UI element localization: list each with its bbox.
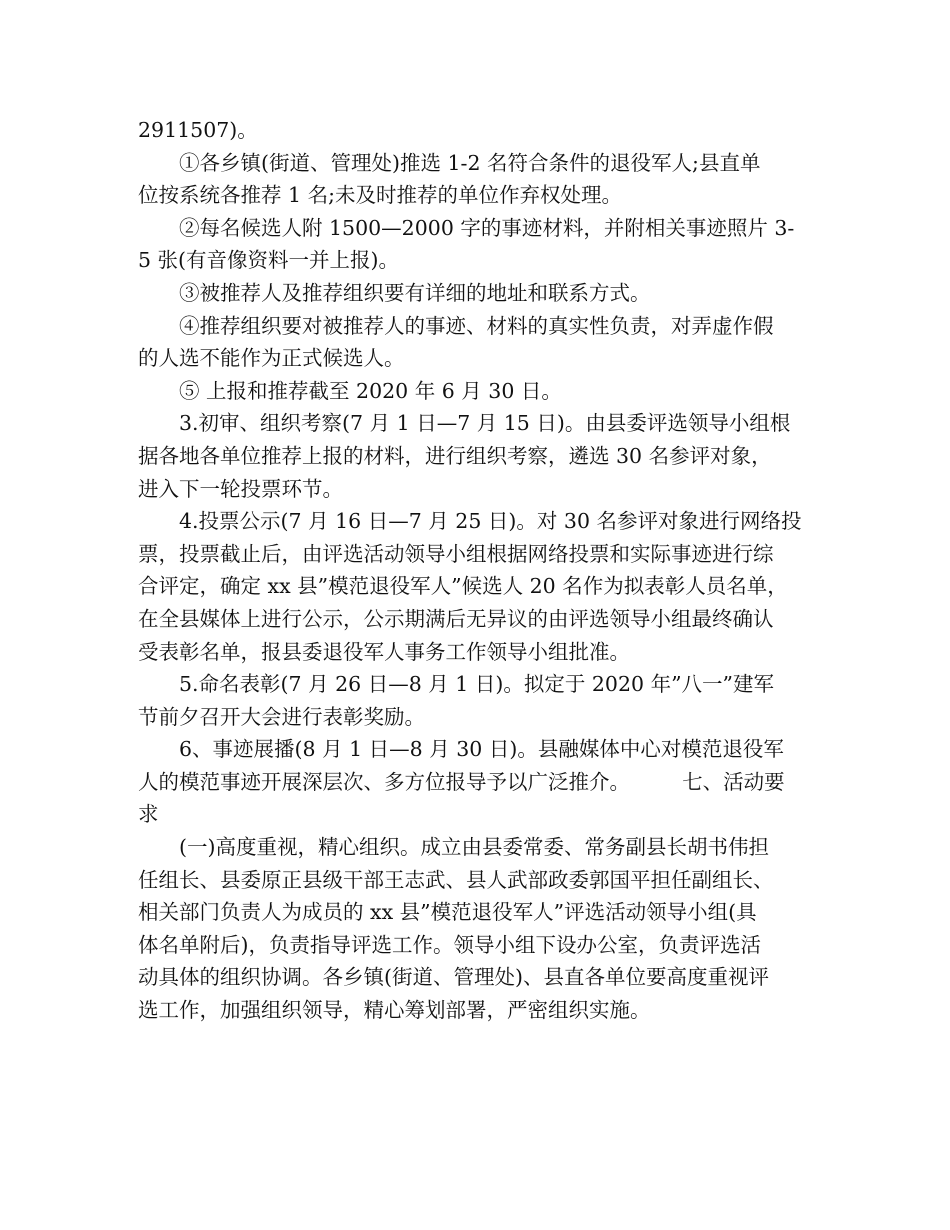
text-line: 求 <box>138 802 159 827</box>
text-line: ⑤ 上报和推荐截至 2020 年 6 月 30 日。 <box>179 378 562 403</box>
text-line: 相关部门负责人为成员的 xx 县”模范退役军人”评选活动领导小组(具 <box>138 900 757 925</box>
text-line: 5.命名表彰(7 月 26 日—8 月 1 日)。拟定于 2020 年”八一”建军 <box>179 672 775 697</box>
text-line: 位按系统各推荐 1 名;未及时推荐的单位作弃权处理。 <box>138 183 622 208</box>
text-line: 6、事迹展播(8 月 1 日—8 月 30 日)。县融媒体中心对模范退役军 <box>179 737 784 762</box>
text-line: 3.初审、组织考察(7 月 1 日—7 月 15 日)。由县委评选领导小组根 <box>179 411 791 436</box>
text-line: ②每名候选人附 1500—2000 字的事迹材料，并附相关事迹照片 3- <box>179 215 795 240</box>
text-line: 进入下一轮投票环节。 <box>138 476 343 501</box>
text-line: 任组长、县委原正县级干部王志武、县人武部政委郭国平担任副组长、 <box>138 867 774 892</box>
text-line: 票，投票截止后，由评选活动领导小组根据网络投票和实际事迹进行综 <box>138 541 774 566</box>
text-line: 5 张(有音像资料一并上报)。 <box>138 248 400 273</box>
text-line: 体名单附后)，负责指导评选工作。领导小组下设办公室，负责评选活 <box>138 932 761 957</box>
text-line: (一)高度重视，精心组织。成立由县委常委、常务副县长胡书伟担 <box>179 835 769 860</box>
text-line: 动具体的组织协调。各乡镇(街道、管理处)、县直各单位要高度重视评 <box>138 965 769 990</box>
text-line: ①各乡镇(街道、管理处)推选 1-2 名符合条件的退役军人;县直单 <box>179 150 761 175</box>
text-line: 4.投票公示(7 月 16 日—7 月 25 日)。对 30 名参评对象进行网络投 <box>179 509 802 534</box>
text-line: 在全县媒体上进行公示，公示期满后无异议的由评选领导小组最终确认 <box>138 606 774 631</box>
text-line: 据各地各单位推荐上报的材料，进行组织考察，遴选 30 名参评对象， <box>138 443 772 468</box>
text-line: 人的模范事迹开展深层次、多方位报导予以广泛推介。 七、活动要 <box>138 769 785 794</box>
text-line: 受表彰名单，报县委退役军人事务工作领导小组批准。 <box>138 639 630 664</box>
text-line: 2911507)。 <box>138 118 258 142</box>
text-line: ③被推荐人及推荐组织要有详细的地址和联系方式。 <box>179 280 651 305</box>
document-body <box>138 114 814 1027</box>
text-line: 选工作，加强组织领导，精心筹划部署，严密组织实施。 <box>138 998 651 1023</box>
text-line: 节前夕召开大会进行表彰奖励。 <box>138 704 425 729</box>
text-line: ④推荐组织要对被推荐人的事迹、材料的真实性负责，对弄虚作假 <box>179 313 774 338</box>
text-line: 的人选不能作为正式候选人。 <box>138 346 405 371</box>
text-line: 合评定，确定 xx 县”模范退役军人”候选人 20 名作为拟表彰人员名单， <box>138 574 788 599</box>
